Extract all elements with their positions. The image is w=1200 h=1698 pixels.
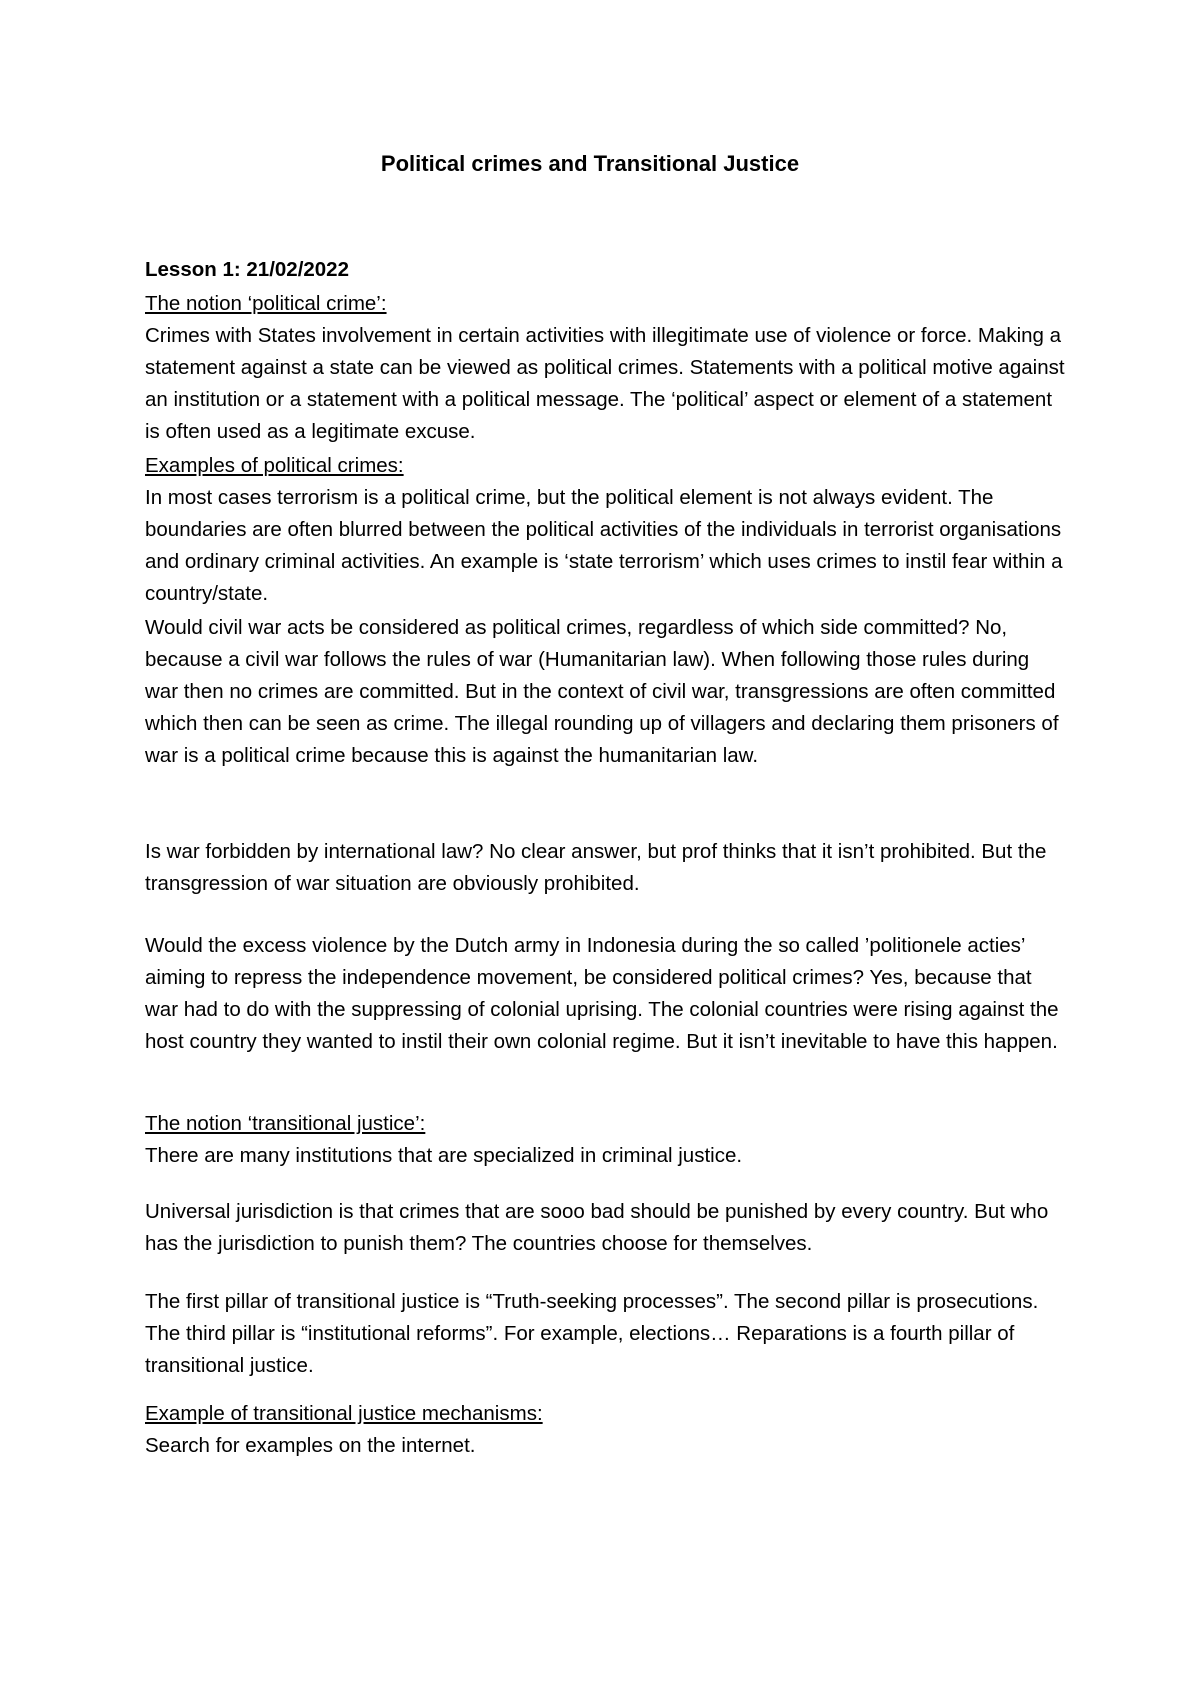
paragraph: In most cases terrorism is a political crime, but the political element is not always evident. The boundaries are often blurred between the political activities of the individuals in terrorist organisations and ordinary criminal activities. An example is ‘state terrorism’ which uses crimes to instil fear within a country/state. [145,486,1063,605]
paragraph: Search for examples on the internet. [145,1434,476,1457]
paragraph: Universal jurisdiction is that crimes that are sooo bad should be punished by every country. But who has the jurisdiction to punish them? The countries choose for themselves. [145,1200,1049,1255]
paragraph: Would civil war acts be considered as political crimes, regardless of which side committed? No, because a civil war follows the rules of war (Humanitarian law). When following those rules during war then no crimes are committed. But in the context of civil war, transgressions are often committed which then can be seen as crime. The illegal rounding up of villagers and declaring them prisoners of war is a political crime because this is against the humanitarian law. [145,616,1059,767]
section-notion-political-crime [145,288,1065,448]
paragraph: There are many institutions that are specialized in criminal justice. [145,1144,743,1167]
document-title: Political crimes and Transitional Justice [380,151,800,176]
section-heading: The notion ‘political crime’: [145,292,387,315]
section-dutch-army [145,930,1065,1058]
lesson-heading: Lesson 1: 21/02/2022 [145,258,349,281]
section-heading: Example of transitional justice mechanisms: [145,1402,543,1425]
section-pillars [145,1286,1065,1382]
section-universal-jurisdiction [145,1196,1065,1260]
section-example-mechanisms [145,1398,1065,1462]
paragraph: The first pillar of transitional justice is “Truth-seeking processes”. The second pillar is prosecutions. The third pillar is “institutional reforms”. For example, elections… Reparations is a fourth pillar of transitional justice. [145,1290,1039,1377]
paragraph: Would the excess violence by the Dutch army in Indonesia during the so called ’politionele acties’ aiming to repress the independence movement, be considered political crimes? Yes, because that war had to do with the suppressing of colonial uprising. The colonial countries were rising against the host country they wanted to instil their own colonial regime. But it isn’t inevitable to have this happen. [145,934,1059,1053]
section-civil-war [145,612,1065,772]
section-notion-transitional-justice [145,1108,1065,1172]
section-heading: Examples of political crimes: [145,454,404,477]
section-examples-political-crimes [145,450,1065,610]
section-heading: The notion ‘transitional justice’: [145,1112,426,1135]
paragraph: Is war forbidden by international law? No clear answer, but prof thinks that it isn’t prohibited. But the transgression of war situation are obviously prohibited. [145,840,1047,895]
section-war-forbidden [145,836,1065,900]
paragraph: Crimes with States involvement in certain activities with illegitimate use of violence or force. Making a statement against a state can be viewed as political crimes. Statements with a political motive against an institution or a statement with a political message. The ‘political’ aspect or element of a statement is often used as a legitimate excuse. [145,324,1065,443]
